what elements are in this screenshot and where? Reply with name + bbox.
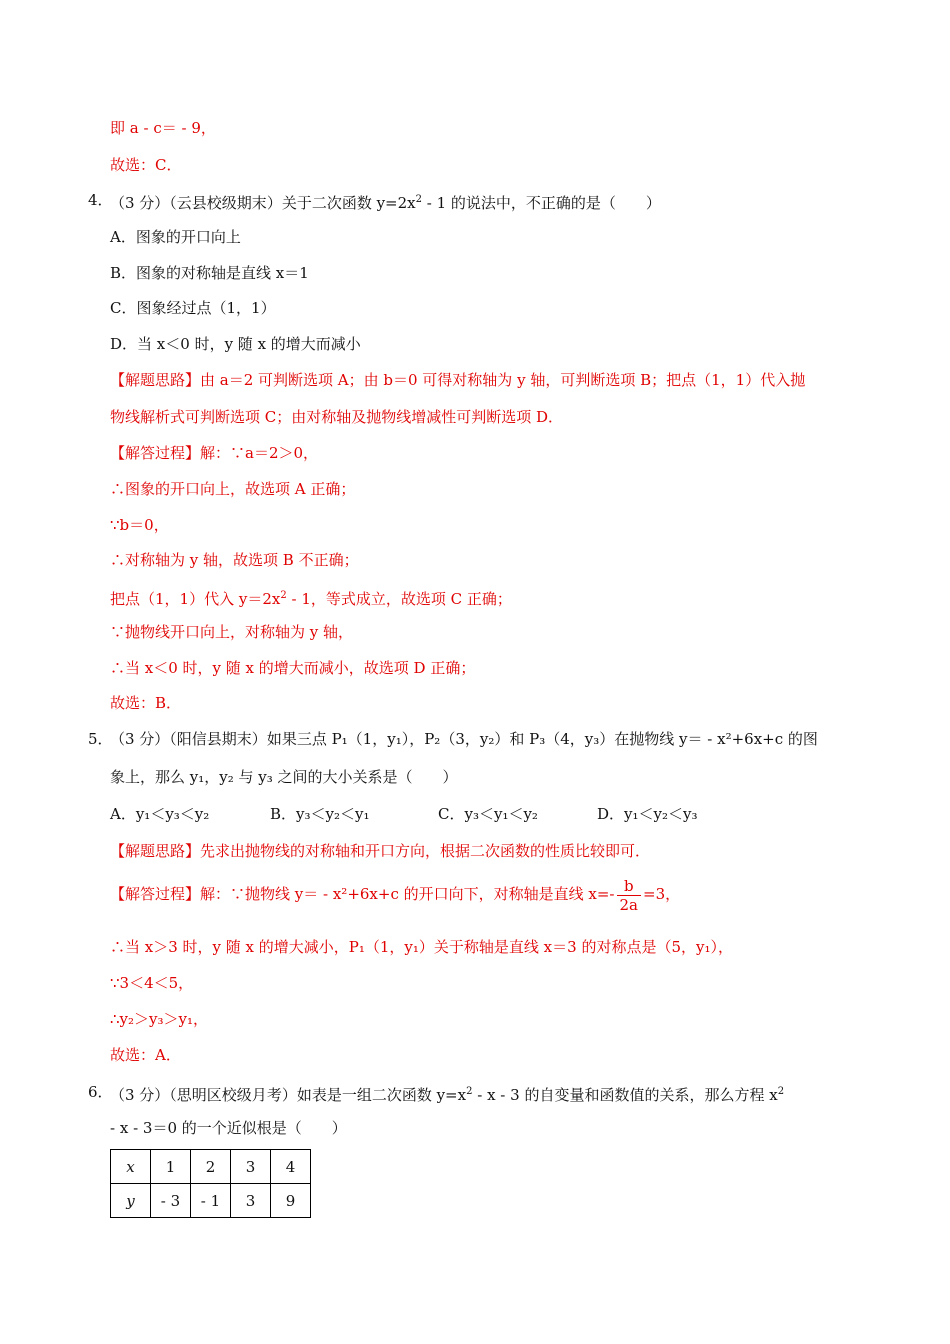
prev-solution-line-1: 即 a - c＝ - 9， [110, 119, 216, 137]
q4-answer: 故选：B． [110, 694, 182, 712]
q4-step5-part2: - 1，等式成立，故选项 C 正确； [286, 590, 512, 608]
q4-solution-step-2: ∴图象的开口向上，故选项 A 正确； [110, 480, 356, 498]
q5-solution-step-2: ∴当 x＞3 时，y 随 x 的增大减小，P₁（1，y₁）关于称轴是直线 x＝3 的对称点是（5，y₁）， [110, 938, 733, 956]
table-cell: 9 [271, 1184, 311, 1218]
q5-stem-line-1: （3 分）（阳信县期末）如果三点 P₁（1，y₁），P₂（3，y₂）和 P₃（4，y₃）在抛物线 y＝ - x²+6x+c 的图 [110, 730, 818, 748]
q6-stem-line-1 [110, 1081, 784, 1103]
q5-option-b: B．y₃＜y₂＜y₁ [270, 805, 370, 823]
q6-stem-exponent-2: 2 [777, 1086, 785, 1097]
table-cell: x [111, 1150, 151, 1184]
q4-stem [110, 189, 661, 211]
table-cell: 4 [271, 1150, 311, 1184]
q6-number: 6． [88, 1083, 113, 1101]
q4-solution-step-5 [110, 585, 512, 607]
q5-fraction-denominator: 2a [619, 895, 638, 914]
q4-option-a: A．图象的开口向上 [110, 228, 241, 246]
q4-stem-part2: - 1 的说法中，不正确的是（ ） [422, 194, 661, 212]
q4-solution-step-1: 【解答过程】解：∵a＝2＞0， [110, 444, 319, 462]
q4-stem-part1: （3 分）（云县校级期末）关于二次函数 y=2x [110, 194, 416, 212]
q5-thinking: 【解题思路】先求出抛物线的对称轴和开口方向，根据二次函数的性质比较即可． [110, 842, 651, 860]
q5-option-c: C．y₃＜y₁＜y₂ [438, 805, 538, 823]
q4-thinking-line-1: 【解题思路】由 a＝2 可判断选项 A；由 b＝0 可得对称轴为 y 轴，可判断选项 B；把点（1，1）代入抛 [110, 371, 806, 389]
table-cell: - 1 [191, 1184, 231, 1218]
table-cell: 3 [231, 1150, 271, 1184]
q5-solution-step-1 [110, 874, 680, 914]
q5-option-d: D．y₁＜y₂＜y₃ [597, 805, 698, 823]
prev-answer-line: 故选：C． [110, 156, 182, 174]
q5-step1-part1: 【解答过程】解：∵抛物线 y＝ - x²+6x+c 的开口向下，对称轴是直线 x=- [110, 885, 615, 903]
q4-option-b: B．图象的对称轴是直线 x＝1 [110, 264, 309, 282]
table-cell: 2 [191, 1150, 231, 1184]
q4-solution-step-4: ∴对称轴为 y 轴，故选项 B 不正确； [110, 551, 359, 569]
q4-thinking-line-2: 物线解析式可判断选项 C；由对称轴及抛物线增减性可判断选项 D． [110, 408, 564, 426]
q4-solution-step-6: ∵抛物线开口向上，对称轴为 y 轴， [110, 623, 354, 641]
table-cell: - 3 [151, 1184, 191, 1218]
q5-solution-step-4: ∴y₂＞y₃＞y₁， [110, 1010, 209, 1028]
q4-option-d: D．当 x＜0 时，y 随 x 的增大而减小 [110, 335, 361, 353]
q5-stem-line-2: 象上，那么 y₁，y₂ 与 y₃ 之间的大小关系是（ ） [110, 768, 458, 786]
table-row-x [111, 1150, 311, 1184]
q5-fraction [617, 877, 642, 914]
q6-stem-part2: - x - 3 的自变量和函数值的关系，那么方程 x [472, 1086, 778, 1104]
q4-number: 4． [88, 191, 113, 209]
table-cell: 1 [151, 1150, 191, 1184]
q4-step5-part1: 把点（1，1）代入 y＝2x [110, 590, 281, 608]
table-cell: 3 [231, 1184, 271, 1218]
q5-option-a: A．y₁＜y₃＜y₂ [110, 805, 210, 823]
q5-solution-step-3: ∵3＜4＜5， [110, 974, 194, 992]
table-row-y [111, 1184, 311, 1218]
q4-solution-step-7: ∴当 x＜0 时，y 随 x 的增大而减小，故选项 D 正确； [110, 659, 476, 677]
q4-stem-exponent: 2 [415, 194, 423, 205]
q4-solution-step-3: ∵b＝0， [110, 516, 169, 534]
table-cell: y [111, 1184, 151, 1218]
q4-step5-exponent: 2 [280, 590, 287, 601]
q6-stem-exponent-1: 2 [466, 1086, 473, 1097]
q5-answer: 故选：A． [110, 1046, 181, 1064]
q5-step1-part2: =3， [643, 885, 681, 903]
q4-option-c: C．图象经过点（1，1） [110, 299, 276, 317]
q5-fraction-numerator: b [617, 877, 642, 896]
q6-stem-line-2: - x - 3＝0 的一个近似根是（ ） [110, 1119, 347, 1137]
q6-value-table [110, 1149, 311, 1218]
q5-number: 5． [88, 730, 113, 748]
q6-stem-part1: （3 分）（思明区校级月考）如表是一组二次函数 y=x [110, 1086, 467, 1104]
